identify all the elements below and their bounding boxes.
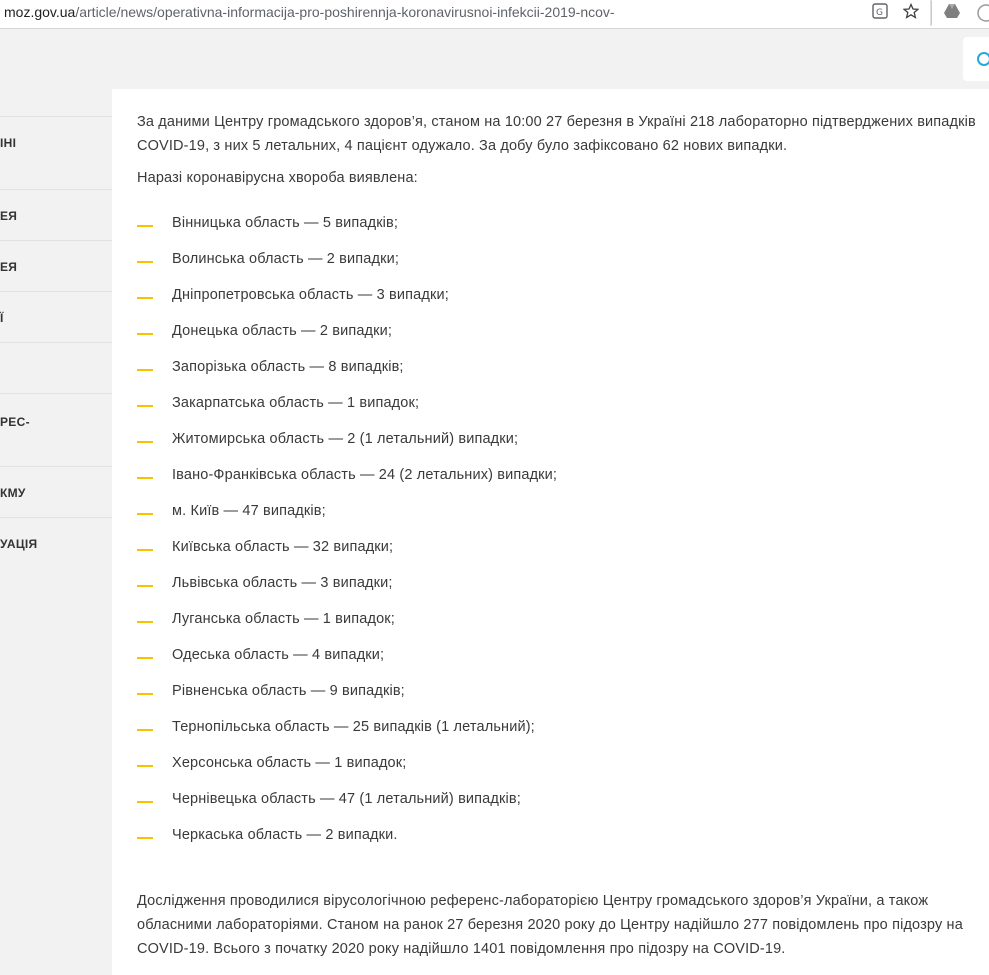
list-item-text: м. Київ — 47 випадків;	[172, 503, 326, 519]
article-intro: За даними Центру громадського здоров’я, станом на 10:00 27 березня в Україні 218 лабораторно підтверджених випадків COVID-19, з них 5 летальних, 4 пацієнт одужало. За добу було зафіксовано 62 нових випадки.	[137, 114, 976, 154]
nav-item-label: ІНІ	[0, 136, 17, 150]
url-path: /article/news/operativna-informacija-pro-poshirennja-koronavirusnoi-infekcii-2019-ncov-	[75, 4, 615, 20]
article-outro: Дослідження проводилися вірусологічною референс-лабораторією Центру громадського здоров’я України, а також обласними лабораторіями. Станом на ранок 27 березня 2020 року до Центру надійшло 277 повідомлень про підозру на COVID-19. Всього з початку 2020 року надійшло 1401 повідомлення про підозру на COVID-19.	[137, 893, 963, 957]
browser-address-bar[interactable]	[0, 0, 989, 29]
list-item-text: Дніпропетровська область — 3 випадки;	[172, 287, 449, 303]
list-item-text: Львівська область — 3 випадки;	[172, 575, 393, 591]
list-dash-icon	[137, 621, 153, 623]
nav-item-label: УАЦІЯ	[0, 537, 38, 551]
article-content	[112, 89, 989, 975]
nav-item-label: Ї	[0, 311, 4, 325]
star-bookmark-icon[interactable]	[901, 3, 921, 23]
list-dash-icon	[137, 405, 153, 407]
list-item-text: Чернівецька область — 47 (1 летальний) випадків;	[172, 791, 521, 807]
list-dash-icon	[137, 549, 153, 551]
nav-item-6[interactable]	[0, 393, 112, 466]
nav-item-label: РЕС-	[0, 415, 30, 429]
list-dash-icon	[137, 333, 153, 335]
translate-icon[interactable]	[870, 3, 890, 23]
list-item-text: Луганська область — 1 випадок;	[172, 611, 395, 627]
nav-item-label: КМУ	[0, 486, 26, 500]
list-item-text: Тернопільська область — 25 випадків (1 летальний);	[172, 719, 535, 735]
nav-item-8[interactable]	[0, 517, 112, 568]
list-item-text: Рівненська область — 9 випадків;	[172, 683, 405, 699]
url-text[interactable]	[4, 4, 615, 20]
list-item-text: Херсонська область — 1 випадок;	[172, 755, 407, 771]
nav-item-5[interactable]	[0, 342, 112, 393]
nav-item-2[interactable]	[0, 189, 112, 240]
left-navigation	[0, 89, 112, 568]
article-lead: Наразі коронавірусна хвороба виявлена:	[137, 170, 418, 186]
search-icon	[977, 52, 989, 66]
list-dash-icon	[137, 477, 153, 479]
list-dash-icon	[137, 765, 153, 767]
profile-icon[interactable]	[975, 3, 989, 23]
list-item-text: Черкаська область — 2 випадки.	[172, 827, 398, 843]
list-dash-icon	[137, 729, 153, 731]
list-dash-icon	[137, 837, 153, 839]
list-dash-icon	[137, 801, 153, 803]
nav-item-label: ЕЯ	[0, 260, 18, 274]
list-dash-icon	[137, 261, 153, 263]
nav-item-7[interactable]	[0, 466, 112, 517]
url-domain: moz.gov.ua	[4, 4, 76, 20]
list-item-text: Івано-Франківська область — 24 (2 летальних) випадки;	[172, 467, 558, 483]
nav-item-4[interactable]	[0, 291, 112, 342]
site-header	[0, 29, 989, 89]
list-dash-icon	[137, 657, 153, 659]
svg-text:G: G	[876, 8, 883, 18]
nav-item-3[interactable]	[0, 240, 112, 291]
list-dash-icon	[137, 513, 153, 515]
list-item-text: Волинська область — 2 випадки;	[172, 251, 400, 267]
list-item-text: Одеська область — 4 випадки;	[172, 647, 385, 663]
list-dash-icon	[137, 693, 153, 695]
nav-item-label: ЕЯ	[0, 209, 18, 223]
list-dash-icon	[137, 585, 153, 587]
list-item-text: Донецька область — 2 випадки;	[172, 323, 393, 339]
list-dash-icon	[137, 369, 153, 371]
list-item-text: Запорізька область — 8 випадків;	[172, 359, 404, 375]
list-item-text: Закарпатська область — 1 випадок;	[172, 395, 420, 411]
list-dash-icon	[137, 225, 153, 227]
drive-icon[interactable]	[942, 3, 962, 23]
list-dash-icon	[137, 297, 153, 299]
list-dash-icon	[137, 441, 153, 443]
list-item-text: Вінницька область — 5 випадків;	[172, 215, 399, 231]
nav-item-1[interactable]	[0, 116, 112, 189]
list-item-text: Житомирська область — 2 (1 летальний) випадки;	[172, 431, 519, 447]
list-item-text: Київська область — 32 випадки;	[172, 539, 394, 555]
omnibox-edge	[930, 0, 932, 26]
